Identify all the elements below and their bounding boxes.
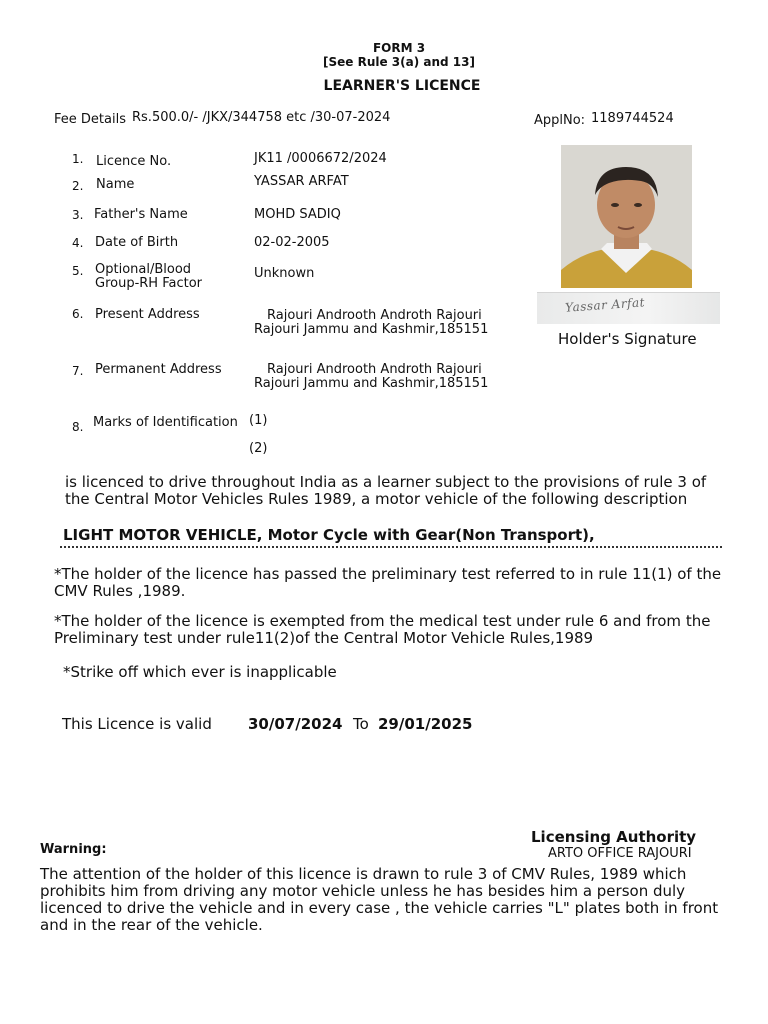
name-value: YASSAR ARFAT bbox=[254, 174, 349, 189]
row-number: 2. bbox=[72, 179, 84, 193]
marks-identification-label: Marks of Identification bbox=[93, 415, 238, 430]
holder-signature-image bbox=[537, 292, 720, 324]
form-number: FORM 3 bbox=[372, 41, 426, 55]
licensed-statement: is licenced to drive throughout India as a learner subject to the provisions of rule 3 of the Central Motor Vehicles Rules 1989, a motor vehicle of the following description bbox=[65, 473, 707, 508]
licence-no-value: JK11 /0006672/2024 bbox=[254, 151, 387, 166]
name-label: Name bbox=[96, 177, 135, 192]
licensing-authority-office: ARTO OFFICE RAJOURI bbox=[548, 846, 692, 861]
appl-no-label: ApplNo: bbox=[534, 113, 586, 128]
present-address-line2: Rajouri Jammu and Kashmir,185151 bbox=[254, 322, 489, 337]
page-title: LEARNER'S LICENCE bbox=[323, 78, 481, 94]
row-number: 8. bbox=[72, 420, 84, 434]
present-address-label: Present Address bbox=[95, 307, 200, 322]
blood-group-value: Unknown bbox=[254, 266, 315, 281]
present-address-line1: Rajouri Androoth Androth Rajouri bbox=[267, 308, 482, 323]
permanent-address-line1: Rajouri Androoth Androth Rajouri bbox=[267, 362, 482, 377]
father-name-value: MOHD SADIQ bbox=[254, 207, 341, 222]
licence-no-label: Licence No. bbox=[96, 154, 172, 169]
blood-group-label-line1: Optional/Blood bbox=[95, 262, 192, 277]
blood-group-label-line2: Group-RH Factor bbox=[95, 276, 203, 291]
dob-label: Date of Birth bbox=[95, 235, 179, 250]
row-number: 1. bbox=[72, 152, 84, 166]
mark-1: (1) bbox=[249, 413, 268, 428]
row-number: 6. bbox=[72, 307, 84, 321]
note-preliminary-test: *The holder of the licence has passed the preliminary test referred to in rule 11(1) of the CMV Rules ,1989. bbox=[54, 565, 722, 600]
licensing-authority-title: Licensing Authority bbox=[531, 828, 697, 846]
validity-to-label: To bbox=[353, 715, 369, 733]
row-number: 7. bbox=[72, 364, 84, 378]
vehicle-class: LIGHT MOTOR VEHICLE, Motor Cycle with Gear(Non Transport), bbox=[63, 526, 595, 544]
row-number: 5. bbox=[72, 264, 84, 278]
holder-photo bbox=[561, 145, 692, 288]
fee-details-value: Rs.500.0/- /JKX/344758 etc /30-07-2024 bbox=[132, 110, 391, 125]
valid-from-date: 30/07/2024 bbox=[248, 715, 343, 733]
dob-value: 02-02-2005 bbox=[254, 235, 330, 250]
father-name-label: Father's Name bbox=[94, 207, 188, 222]
signature-script: Yassar Arfat bbox=[564, 295, 646, 315]
warning-label: Warning: bbox=[40, 842, 107, 857]
row-number: 4. bbox=[72, 236, 84, 250]
permanent-address-line2: Rajouri Jammu and Kashmir,185151 bbox=[254, 376, 489, 391]
valid-to-date: 29/01/2025 bbox=[378, 715, 473, 733]
row-number: 3. bbox=[72, 208, 84, 222]
form-rule: [See Rule 3(a) and 13] bbox=[323, 55, 475, 69]
permanent-address-label: Permanent Address bbox=[95, 362, 222, 377]
strike-note: *Strike off which ever is inapplicable bbox=[63, 663, 337, 681]
mark-2: (2) bbox=[249, 441, 268, 456]
warning-text: The attention of the holder of this licence is drawn to rule 3 of CMV Rules, 1989 which prohibits him from driving any motor vehicle unless he has besides him a person duly licenced to drive the vehicle and in every case , the vehicle carries "L" plates both in front and in the rear of the vehicle. bbox=[40, 865, 719, 934]
note-medical-exempt: *The holder of the licence is exempted from the medical test under rule 6 and from the Preliminary test under rule11(2)of the Central Motor Vehicle Rules,1989 bbox=[54, 612, 711, 647]
signature-caption: Holder's Signature bbox=[558, 330, 697, 348]
dotted-divider bbox=[60, 546, 722, 548]
appl-no-value: 1189744524 bbox=[591, 111, 674, 126]
fee-details-label: Fee Details bbox=[54, 112, 126, 127]
validity-label: This Licence is valid bbox=[62, 715, 212, 733]
